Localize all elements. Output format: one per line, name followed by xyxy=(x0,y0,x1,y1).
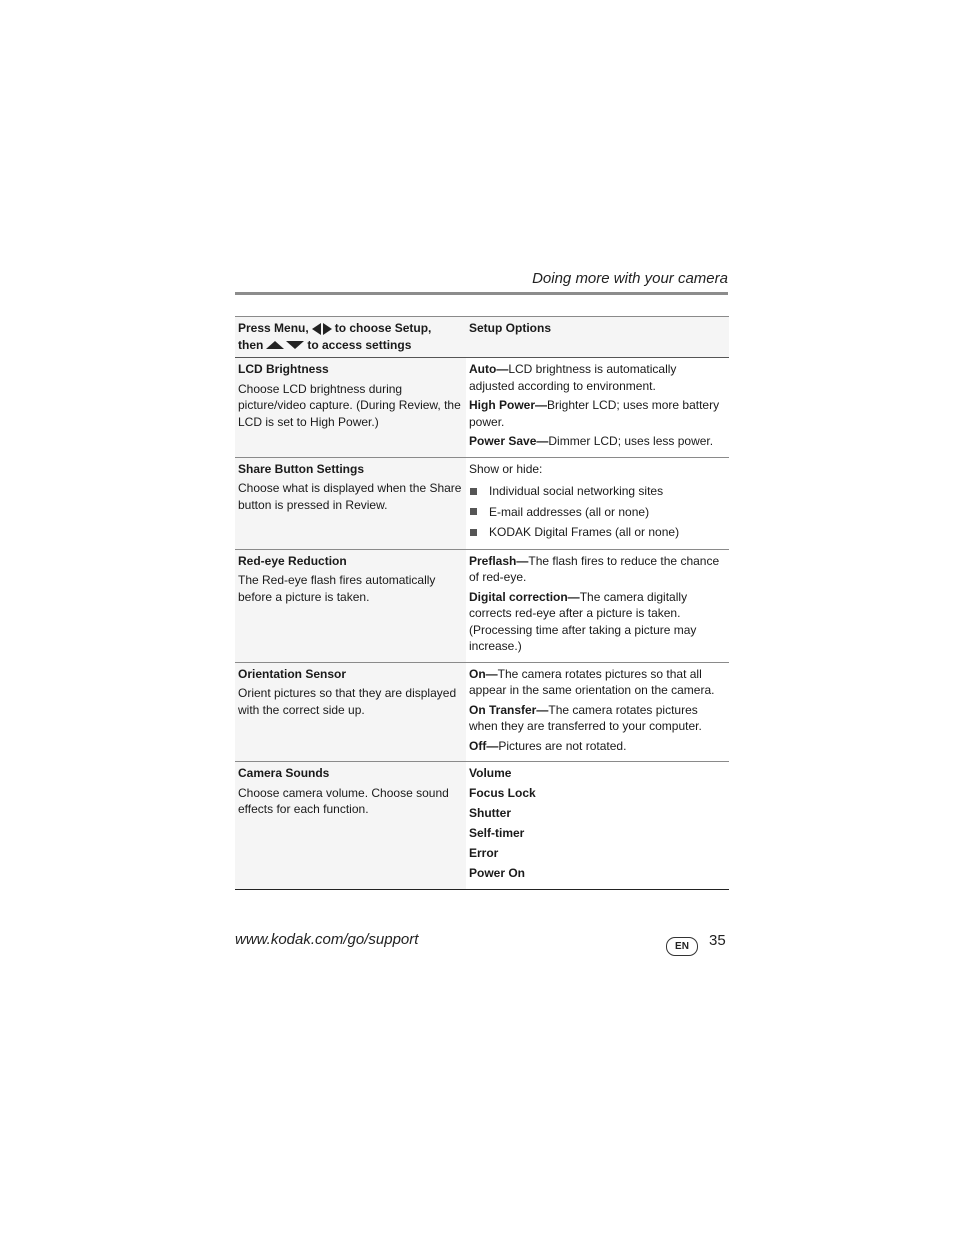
header-then: then xyxy=(238,337,264,352)
sound-item: Power On xyxy=(469,866,526,880)
option-term: Preflash— xyxy=(469,553,529,568)
header-choose-setup: to choose Setup, xyxy=(334,321,432,335)
sound-item: Focus Lock xyxy=(469,786,536,800)
option-text: The camera rotates pictures when they are transferred to your computer. xyxy=(469,702,702,733)
sound-item: Volume xyxy=(469,766,512,780)
table-row xyxy=(235,457,729,549)
setting-cell xyxy=(235,762,466,890)
options-cell xyxy=(466,762,729,890)
header-cell-instructions xyxy=(235,317,466,358)
sound-item: Shutter xyxy=(469,806,511,820)
left-right-arrows xyxy=(312,323,332,335)
option-item xyxy=(469,361,725,394)
header-cell-options: Setup Options xyxy=(466,317,729,358)
option-text: The camera rotates pictures so that all appear in the same orientation on the camera. xyxy=(469,666,715,697)
table-row xyxy=(235,762,729,890)
header-press-menu: Press Menu, xyxy=(238,321,309,335)
option-item xyxy=(469,397,725,430)
option-item xyxy=(469,433,725,450)
options-cell xyxy=(466,358,729,458)
setting-cell xyxy=(235,662,466,762)
setting-description: Orient pictures so that they are displayed with the correct side up. xyxy=(238,686,457,717)
setting-description: Choose camera volume. Choose sound effects for each function. xyxy=(238,785,449,816)
setup-options-table xyxy=(235,316,729,890)
setting-name: Orientation Sensor xyxy=(238,666,347,681)
table-row xyxy=(235,358,729,458)
list-item-text: KODAK Digital Frames (all or none) xyxy=(489,525,680,539)
option-item xyxy=(469,553,725,586)
language-badge: EN xyxy=(666,937,698,956)
square-bullet-icon xyxy=(470,508,477,515)
option-term: Off— xyxy=(469,738,499,753)
page-number: 35 xyxy=(709,932,726,949)
option-term: On Transfer— xyxy=(469,702,549,717)
sound-item: Error xyxy=(469,846,499,860)
option-text: Brighter LCD; uses more battery power. xyxy=(469,398,720,429)
setting-cell xyxy=(235,358,466,458)
option-term: Auto— xyxy=(469,362,509,376)
setting-name: Share Button Settings xyxy=(238,461,365,476)
header-rule xyxy=(235,292,728,295)
option-text: Pictures are not rotated. xyxy=(498,738,627,753)
option-text: Dimmer LCD; uses less power. xyxy=(548,434,714,448)
setting-name: LCD Brightness xyxy=(238,362,329,376)
option-item xyxy=(469,702,725,735)
square-bullet-icon xyxy=(470,529,477,536)
list-item xyxy=(469,504,725,521)
setting-cell xyxy=(235,549,466,662)
option-term: Digital correction— xyxy=(469,589,580,604)
options-cell xyxy=(466,549,729,662)
options-cell xyxy=(466,662,729,762)
running-head-title: Doing more with your camera xyxy=(532,270,728,287)
setting-description: Choose what is displayed when the Share button is pressed in Review. xyxy=(238,481,462,512)
option-term: On— xyxy=(469,666,498,681)
list-item xyxy=(469,524,725,541)
list-item-text: E-mail addresses (all or none) xyxy=(489,504,650,519)
setting-cell xyxy=(235,457,466,549)
up-down-arrows xyxy=(266,341,304,349)
down-arrow-icon xyxy=(286,341,304,349)
left-arrow-icon xyxy=(312,323,321,335)
table-row xyxy=(235,549,729,662)
setting-name: Camera Sounds xyxy=(238,766,330,780)
options-intro: Show or hide: xyxy=(469,461,543,476)
option-item xyxy=(469,666,725,699)
up-arrow-icon xyxy=(266,341,284,349)
option-text: LCD brightness is automatically adjusted according to environment. xyxy=(469,362,677,393)
table-header-row xyxy=(235,317,729,358)
table-row xyxy=(235,662,729,762)
list-item-text: Individual social networking sites xyxy=(489,484,664,498)
right-arrow-icon xyxy=(323,323,332,335)
square-bullet-icon xyxy=(470,488,477,495)
option-term: Power Save— xyxy=(469,434,549,448)
option-text: The flash fires to reduce the chance of red-eye. xyxy=(469,553,720,584)
option-item xyxy=(469,738,725,755)
option-term: High Power— xyxy=(469,398,548,412)
options-cell xyxy=(466,457,729,549)
setting-name: Red-eye Reduction xyxy=(238,553,347,568)
sound-item: Self-timer xyxy=(469,826,525,840)
header-access-settings: to access settings xyxy=(307,337,412,352)
option-item xyxy=(469,589,725,655)
setting-description: Choose LCD brightness during picture/video capture. (During Review, the LCD is set to High Power.) xyxy=(238,381,461,429)
setting-description: The Red-eye flash fires automatically before a picture is taken. xyxy=(238,573,436,604)
support-url-link[interactable]: www.kodak.com/go/support xyxy=(235,931,419,948)
option-text: The camera digitally corrects red-eye after a picture is taken. (Processing time after taking a picture may increase.) xyxy=(469,589,697,653)
list-item xyxy=(469,483,725,500)
